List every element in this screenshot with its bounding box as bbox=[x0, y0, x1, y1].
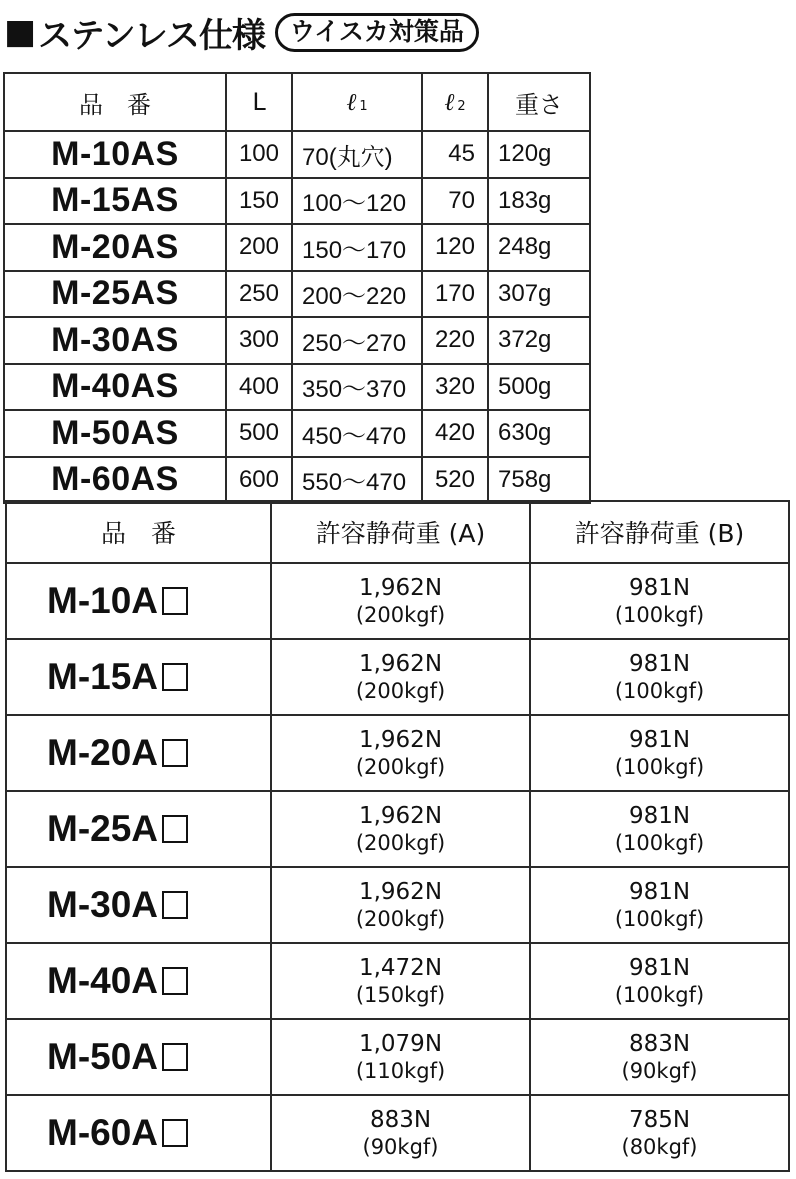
load-header-row bbox=[6, 501, 789, 563]
load-row bbox=[6, 563, 789, 639]
load-cell-part bbox=[6, 563, 271, 639]
load-cell-a bbox=[271, 715, 530, 791]
load-header-b: 許容静荷重 (B) bbox=[530, 501, 789, 563]
spec-row bbox=[4, 178, 590, 225]
variant-placeholder-box-icon bbox=[162, 663, 188, 691]
ell-symbol: ℓ bbox=[346, 87, 357, 116]
load-kgf: (100kgf) bbox=[614, 754, 705, 779]
spec-cell-weight: 500g bbox=[488, 364, 590, 411]
load-kgf: (200kgf) bbox=[355, 754, 446, 779]
part-number: M-20A bbox=[47, 732, 159, 773]
allowable-load-table bbox=[5, 500, 790, 1172]
load-kgf: (90kgf) bbox=[621, 1058, 698, 1083]
spec-cell-part: M-25AS bbox=[4, 271, 226, 318]
spec-cell-l2: 520 bbox=[422, 457, 488, 504]
load-kgf: (110kgf) bbox=[355, 1058, 446, 1083]
load-kgf: (80kgf) bbox=[621, 1134, 698, 1159]
spec-cell-l1: 100〜120 bbox=[292, 178, 422, 225]
load-cell-b bbox=[530, 943, 789, 1019]
load-cell-part bbox=[6, 715, 271, 791]
spec-cell-weight: 630g bbox=[488, 410, 590, 457]
spec-cell-L: 250 bbox=[226, 271, 292, 318]
spec-cell-l2: 45 bbox=[422, 131, 488, 178]
spec-cell-l2: 220 bbox=[422, 317, 488, 364]
load-newton: 981N bbox=[628, 802, 691, 829]
spec-row bbox=[4, 224, 590, 271]
ell-symbol: ℓ bbox=[444, 87, 455, 116]
load-kgf: (200kgf) bbox=[355, 830, 446, 855]
part-number: M-10A bbox=[47, 580, 159, 621]
whisker-countermeasure-badge: ウイスカ対策品 bbox=[275, 13, 479, 52]
load-cell-b bbox=[530, 791, 789, 867]
part-number: M-60A bbox=[47, 1112, 159, 1153]
spec-cell-weight: 758g bbox=[488, 457, 590, 504]
load-cell-part bbox=[6, 867, 271, 943]
load-header-a: 許容静荷重 (A) bbox=[271, 501, 530, 563]
load-cell-a bbox=[271, 791, 530, 867]
load-newton: 1,962N bbox=[358, 878, 443, 905]
spec-row bbox=[4, 131, 590, 178]
part-number: M-25A bbox=[47, 808, 159, 849]
spec-cell-l2: 70 bbox=[422, 178, 488, 225]
load-row bbox=[6, 715, 789, 791]
load-cell-a bbox=[271, 943, 530, 1019]
load-cell-part bbox=[6, 1019, 271, 1095]
spec-cell-l2: 320 bbox=[422, 364, 488, 411]
spec-cell-l1: 450〜470 bbox=[292, 410, 422, 457]
load-kgf: (150kgf) bbox=[355, 982, 446, 1007]
spec-cell-part: M-30AS bbox=[4, 317, 226, 364]
spec-header-part: 品 番 bbox=[4, 73, 226, 131]
load-newton: 883N bbox=[369, 1106, 432, 1133]
load-kgf: (100kgf) bbox=[614, 602, 705, 627]
load-newton: 981N bbox=[628, 574, 691, 601]
load-kgf: (90kgf) bbox=[362, 1134, 439, 1159]
spec-cell-L: 600 bbox=[226, 457, 292, 504]
load-header-part: 品 番 bbox=[6, 501, 271, 563]
spec-header-weight: 重さ bbox=[488, 73, 590, 131]
load-newton: 1,962N bbox=[358, 726, 443, 753]
spec-cell-l1: 70(丸穴) bbox=[292, 131, 422, 178]
variant-placeholder-box-icon bbox=[162, 1043, 188, 1071]
spec-header-l1 bbox=[292, 73, 422, 131]
load-newton: 981N bbox=[628, 650, 691, 677]
part-number: M-15A bbox=[47, 656, 159, 697]
variant-placeholder-box-icon bbox=[162, 967, 188, 995]
load-newton: 1,962N bbox=[358, 802, 443, 829]
spec-row bbox=[4, 457, 590, 504]
variant-placeholder-box-icon bbox=[162, 815, 188, 843]
load-cell-a bbox=[271, 867, 530, 943]
spec-cell-l2: 120 bbox=[422, 224, 488, 271]
square-bullet-icon: ■ bbox=[4, 12, 37, 52]
spec-cell-part: M-40AS bbox=[4, 364, 226, 411]
load-newton: 883N bbox=[628, 1030, 691, 1057]
load-newton: 1,962N bbox=[358, 650, 443, 677]
load-newton: 1,079N bbox=[358, 1030, 443, 1057]
load-cell-part bbox=[6, 943, 271, 1019]
spec-cell-l2: 170 bbox=[422, 271, 488, 318]
spec-row bbox=[4, 317, 590, 364]
spec-cell-L: 200 bbox=[226, 224, 292, 271]
load-kgf: (200kgf) bbox=[355, 906, 446, 931]
spec-header-l2 bbox=[422, 73, 488, 131]
subscript-1: 1 bbox=[359, 98, 368, 114]
spec-cell-l1: 350〜370 bbox=[292, 364, 422, 411]
load-row bbox=[6, 867, 789, 943]
spec-row bbox=[4, 364, 590, 411]
variant-placeholder-box-icon bbox=[162, 739, 188, 767]
spec-cell-weight: 183g bbox=[488, 178, 590, 225]
load-newton: 1,962N bbox=[358, 574, 443, 601]
spec-cell-weight: 120g bbox=[488, 131, 590, 178]
load-row bbox=[6, 791, 789, 867]
spec-cell-part: M-60AS bbox=[4, 457, 226, 504]
spec-row bbox=[4, 410, 590, 457]
load-cell-part bbox=[6, 1095, 271, 1171]
part-number: M-50A bbox=[47, 1036, 159, 1077]
spec-cell-L: 400 bbox=[226, 364, 292, 411]
load-row bbox=[6, 1019, 789, 1095]
load-cell-b bbox=[530, 1019, 789, 1095]
spec-cell-L: 150 bbox=[226, 178, 292, 225]
spec-cell-L: 100 bbox=[226, 131, 292, 178]
load-kgf: (100kgf) bbox=[614, 982, 705, 1007]
load-cell-a bbox=[271, 1019, 530, 1095]
spec-cell-l1: 200〜220 bbox=[292, 271, 422, 318]
spec-cell-l2: 420 bbox=[422, 410, 488, 457]
spec-row bbox=[4, 271, 590, 318]
subscript-2: 2 bbox=[457, 98, 466, 114]
load-kgf: (200kgf) bbox=[355, 602, 446, 627]
load-cell-part bbox=[6, 639, 271, 715]
page-header bbox=[4, 8, 479, 56]
load-row bbox=[6, 943, 789, 1019]
load-cell-b bbox=[530, 867, 789, 943]
load-kgf: (200kgf) bbox=[355, 678, 446, 703]
variant-placeholder-box-icon bbox=[162, 1119, 188, 1147]
load-cell-b bbox=[530, 563, 789, 639]
spec-cell-weight: 248g bbox=[488, 224, 590, 271]
spec-cell-part: M-10AS bbox=[4, 131, 226, 178]
spec-header-row bbox=[4, 73, 590, 131]
load-newton: 981N bbox=[628, 726, 691, 753]
spec-cell-l1: 550〜470 bbox=[292, 457, 422, 504]
load-newton: 1,472N bbox=[358, 954, 443, 981]
dimension-spec-table bbox=[3, 72, 591, 504]
load-cell-part bbox=[6, 791, 271, 867]
spec-cell-L: 500 bbox=[226, 410, 292, 457]
part-number: M-30A bbox=[47, 884, 159, 925]
spec-cell-l1: 150〜170 bbox=[292, 224, 422, 271]
load-kgf: (100kgf) bbox=[614, 906, 705, 931]
part-number: M-40A bbox=[47, 960, 159, 1001]
spec-cell-weight: 307g bbox=[488, 271, 590, 318]
variant-placeholder-box-icon bbox=[162, 587, 188, 615]
load-newton: 981N bbox=[628, 878, 691, 905]
load-cell-b bbox=[530, 715, 789, 791]
spec-cell-part: M-20AS bbox=[4, 224, 226, 271]
spec-cell-part: M-50AS bbox=[4, 410, 226, 457]
spec-cell-weight: 372g bbox=[488, 317, 590, 364]
spec-cell-L: 300 bbox=[226, 317, 292, 364]
load-cell-a bbox=[271, 639, 530, 715]
load-cell-a bbox=[271, 563, 530, 639]
load-row bbox=[6, 639, 789, 715]
section-title: ステンレス仕様 bbox=[38, 15, 265, 56]
spec-cell-part: M-15AS bbox=[4, 178, 226, 225]
load-cell-a bbox=[271, 1095, 530, 1171]
load-cell-b bbox=[530, 1095, 789, 1171]
spec-header-L: L bbox=[226, 73, 292, 131]
load-kgf: (100kgf) bbox=[614, 830, 705, 855]
spec-cell-l1: 250〜270 bbox=[292, 317, 422, 364]
load-kgf: (100kgf) bbox=[614, 678, 705, 703]
variant-placeholder-box-icon bbox=[162, 891, 188, 919]
load-newton: 981N bbox=[628, 954, 691, 981]
load-newton: 785N bbox=[628, 1106, 691, 1133]
load-row bbox=[6, 1095, 789, 1171]
load-cell-b bbox=[530, 639, 789, 715]
